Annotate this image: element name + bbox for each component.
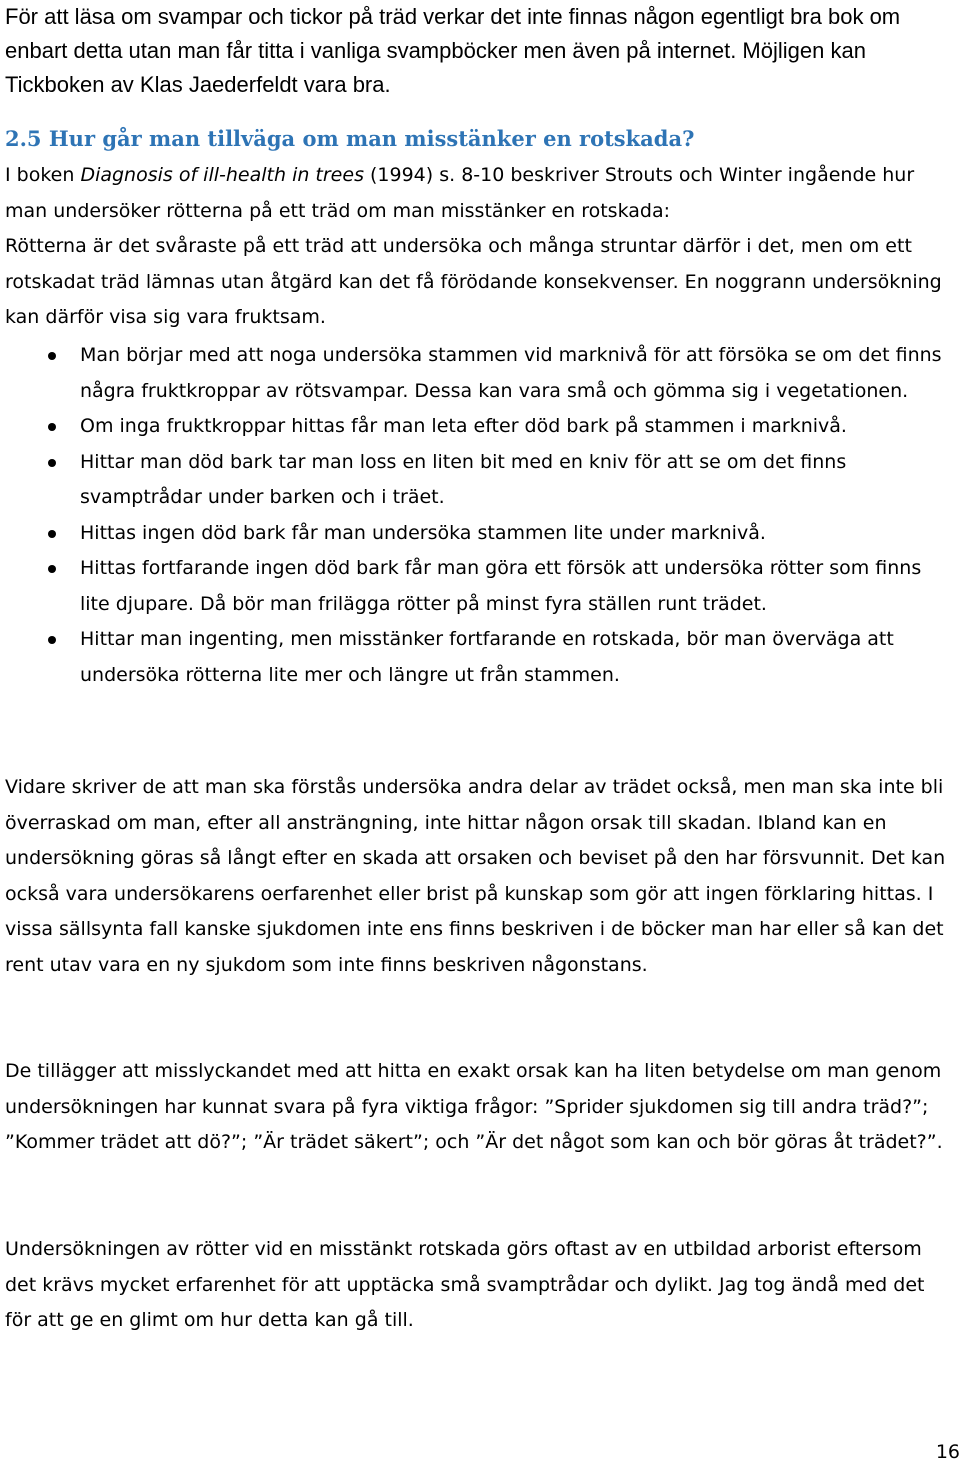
book-title: Diagnosis of ill-health in trees xyxy=(80,164,364,186)
list-item: Om inga fruktkroppar hittas får man leta efter död bark på stammen i marknivå. xyxy=(5,409,955,445)
list-item: Hittas ingen död bark får man undersöka stammen lite under marknivå. xyxy=(5,516,955,552)
list-item: Hittas fortfarande ingen död bark får man göra ett försök att undersöka rötter som finns lite djupare. Då bör man frilägga rötter på minst fyra ställen runt trädet. xyxy=(5,551,955,622)
paragraph-4: Undersökningen av rötter vid en misstänkt rotskada görs oftast av en utbildad arborist eftersom det krävs mycket erfarenhet för att upptäcka små svamptrådar och dylikt. Jag tog ändå med det för att ge en glimt om hur detta kan gå till. xyxy=(5,1238,925,1331)
intro-paragraph: För att läsa om svampar och tickor på träd verkar det inte finnas någon egentligt bra bok om enbart detta utan man får titta i vanliga svampböcker men även på internet. Möjligen kan Tickboken av Klas Jaederfeldt vara bra. xyxy=(5,4,901,97)
paragraph-1-rest: (1994) s. 8-10 beskriver Strouts och Winter ingående hur man undersöker rötterna på ett träd om man misstänker en rotskada: xyxy=(5,164,915,222)
paragraph-3: De tillägger att misslyckandet med att hitta en exakt orsak kan ha liten betydelse om man genom undersökningen har kunnat svara på fyra viktiga frågor: ”Sprider sjukdomen sig till andra träd?”; ”Kommer trädet att dö?”; ”Är trädet säkert”; och ”Är det något som kan och bör göras åt trädet?”. xyxy=(5,1060,943,1153)
paragraph-1-second: Rötterna är det svåraste på ett träd att undersöka och många struntar därför i det, men om ett rotskadat träd lämnas utan åtgärd kan det få förödande konsekvenser. En noggrann undersökning kan därför visa sig vara fruktsam. xyxy=(5,235,942,328)
section-heading: 2.5 Hur går man tillväga om man misstänker en rotskada? xyxy=(5,126,695,151)
bullet-list xyxy=(5,338,955,693)
list-item: Hittar man död bark tar man loss en liten bit med en kniv för att se om det finns svamptrådar under barken och i träet. xyxy=(5,445,955,516)
paragraph-1-first xyxy=(5,158,955,229)
paragraph-2: Vidare skriver de att man ska förstås undersöka andra delar av trädet också, men man ska inte bli överraskad om man, efter all ansträngning, inte hittar någon orsak till skadan. Ibland kan en undersökning göras så långt efter en skada att orsaken och beviset på den har försvunnit. Det kan också vara undersökarens oerfarenhet eller brist på kunskap som gör att ingen förklaring hittas. I vissa sällsynta fall kanske sjukdomen inte ens finns beskriven i de böcker man har eller så kan det rent utav vara en ny sjukdom som inte finns beskriven någonstans. xyxy=(5,776,946,976)
list-item: Man börjar med att noga undersöka stammen vid marknivå för att försöka se om det finns några fruktkroppar av rötsvampar. Dessa kan vara små och gömma sig i vegetationen. xyxy=(5,338,955,409)
list-item: Hittar man ingenting, men misstänker fortfarande en rotskada, bör man överväga att undersöka rötterna lite mer och längre ut från stammen. xyxy=(5,622,955,693)
paragraph-1 xyxy=(5,158,955,336)
paragraph-1-lead: I boken xyxy=(5,164,81,186)
page-number: 16 xyxy=(935,1441,960,1463)
